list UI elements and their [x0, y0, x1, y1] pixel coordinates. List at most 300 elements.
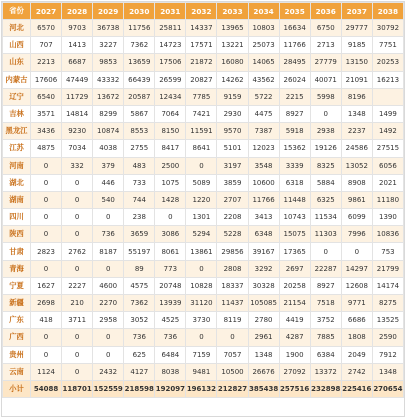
table-cell: 1492 — [372, 123, 403, 140]
table-cell: 21154 — [279, 295, 310, 312]
table-cell: 3571 — [31, 105, 62, 122]
table-cell: 7387 — [248, 123, 279, 140]
table-cell: 753 — [372, 243, 403, 260]
table-cell: 1808 — [341, 329, 372, 346]
table-cell: 6384 — [310, 346, 341, 363]
table-cell: 3227 — [93, 37, 124, 54]
table-cell: 6540 — [31, 88, 62, 105]
data-table-container — [1, 1, 405, 417]
table-cell: 2938 — [310, 123, 341, 140]
table-cell: 7421 — [186, 105, 217, 122]
table-cell: 8641 — [186, 140, 217, 157]
table-cell: 2697 — [279, 260, 310, 277]
table-cell: 625 — [124, 346, 155, 363]
table-cell: 11303 — [310, 226, 341, 243]
table-cell: 8927 — [279, 105, 310, 122]
table-cell: 2208 — [217, 209, 248, 226]
table-cell: 8196 — [341, 88, 372, 105]
table-cell: 0 — [93, 346, 124, 363]
table-cell: 6484 — [155, 346, 186, 363]
row-province-cell: 广西 — [3, 329, 31, 346]
row-province-cell: 黑龙江 — [3, 123, 31, 140]
table-cell: 13861 — [186, 243, 217, 260]
table-cell: 1499 — [372, 105, 403, 122]
table-cell: 12608 — [341, 277, 372, 294]
table-cell: 0 — [62, 174, 93, 191]
row-province-cell: 内蒙古 — [3, 71, 31, 88]
table-cell: 736 — [93, 226, 124, 243]
table-cell: 744 — [124, 191, 155, 208]
table-cell: 2930 — [217, 105, 248, 122]
table-cell: 14262 — [217, 71, 248, 88]
table-cell: 4475 — [248, 105, 279, 122]
header-year: 2028 — [62, 3, 93, 20]
table-cell: 5884 — [310, 174, 341, 191]
table-cell: 5089 — [186, 174, 217, 191]
table-cell: 0 — [31, 346, 62, 363]
table-cell: 11534 — [310, 209, 341, 226]
row-province-cell: 小计 — [3, 380, 31, 397]
table-cell: 40071 — [310, 71, 341, 88]
table-cell: 5101 — [217, 140, 248, 157]
table-cell: 6750 — [310, 20, 341, 37]
header-year: 2032 — [186, 3, 217, 20]
table-cell: 1900 — [279, 346, 310, 363]
table-cell: 238 — [124, 209, 155, 226]
table-cell: 18337 — [217, 277, 248, 294]
table-cell: 6056 — [372, 157, 403, 174]
table-cell: 5918 — [279, 123, 310, 140]
row-province-cell: 甘肃 — [3, 243, 31, 260]
header-year: 2038 — [372, 3, 403, 20]
table-cell: 0 — [31, 191, 62, 208]
table-cell: 0 — [310, 243, 341, 260]
table-row — [3, 88, 404, 105]
table-cell: 0 — [62, 260, 93, 277]
table-row — [3, 105, 404, 122]
table-cell: 2698 — [31, 295, 62, 312]
table-cell: 483 — [124, 157, 155, 174]
table-cell: 6570 — [31, 20, 62, 37]
table-cell: 6348 — [248, 226, 279, 243]
table-cell: 11766 — [248, 191, 279, 208]
header-year: 2033 — [217, 3, 248, 20]
header-year: 2036 — [310, 3, 341, 20]
table-cell: 0 — [186, 260, 217, 277]
table-cell: 13372 — [310, 363, 341, 380]
table-cell: 25811 — [155, 20, 186, 37]
table-cell: 3086 — [155, 226, 186, 243]
table-cell: 0 — [62, 346, 93, 363]
table-cell: 7362 — [124, 295, 155, 312]
row-province-cell: 云南 — [3, 363, 31, 380]
table-row — [3, 226, 404, 243]
table-cell: 22287 — [310, 260, 341, 277]
table-cell: 0 — [93, 209, 124, 226]
table-cell: 17571 — [186, 37, 217, 54]
table-row — [3, 329, 404, 346]
table-cell: 8927 — [310, 277, 341, 294]
table-cell: 225416 — [341, 380, 372, 397]
province-year-table — [2, 2, 404, 398]
row-province-cell: 吉林 — [3, 105, 31, 122]
table-cell: 9481 — [186, 363, 217, 380]
header-year: 2037 — [341, 3, 372, 20]
table-cell: 5867 — [124, 105, 155, 122]
table-cell: 3413 — [248, 209, 279, 226]
table-row — [3, 363, 404, 380]
table-cell: 2707 — [217, 191, 248, 208]
table-cell: 47449 — [62, 71, 93, 88]
table-cell: 4038 — [93, 140, 124, 157]
table-cell: 7751 — [372, 37, 403, 54]
table-cell: 26024 — [279, 71, 310, 88]
table-cell: 0 — [217, 329, 248, 346]
table-cell — [372, 88, 403, 105]
table-row — [3, 174, 404, 191]
table-cell: 0 — [31, 329, 62, 346]
table-cell: 4287 — [279, 329, 310, 346]
table-cell: 9853 — [93, 54, 124, 71]
table-cell: 14065 — [248, 54, 279, 71]
table-cell: 773 — [155, 260, 186, 277]
table-cell: 9159 — [217, 88, 248, 105]
table-cell: 218598 — [124, 380, 155, 397]
table-cell: 3548 — [248, 157, 279, 174]
row-province-cell: 湖北 — [3, 174, 31, 191]
row-province-cell: 河南 — [3, 157, 31, 174]
table-row — [3, 209, 404, 226]
table-cell: 418 — [31, 312, 62, 329]
table-cell: 1075 — [155, 174, 186, 191]
table-cell: 9570 — [217, 123, 248, 140]
table-cell: 0 — [155, 209, 186, 226]
table-cell: 8553 — [124, 123, 155, 140]
table-cell: 29777 — [341, 20, 372, 37]
table-row — [3, 191, 404, 208]
table-cell: 13659 — [124, 54, 155, 71]
table-cell: 1428 — [155, 191, 186, 208]
table-cell: 13939 — [155, 295, 186, 312]
table-cell: 10600 — [248, 174, 279, 191]
table-cell: 3752 — [310, 312, 341, 329]
table-row — [3, 260, 404, 277]
table-cell: 212827 — [217, 380, 248, 397]
table-cell: 14297 — [341, 260, 372, 277]
table-cell: 14337 — [186, 20, 217, 37]
table-cell: 9185 — [341, 37, 372, 54]
table-cell: 8150 — [155, 123, 186, 140]
table-cell: 27515 — [372, 140, 403, 157]
table-cell: 20827 — [186, 71, 217, 88]
table-cell: 2742 — [341, 363, 372, 380]
table-cell: 21799 — [372, 260, 403, 277]
table-cell: 8275 — [372, 295, 403, 312]
table-cell: 10743 — [279, 209, 310, 226]
table-cell: 0 — [62, 209, 93, 226]
table-cell: 9703 — [62, 20, 93, 37]
table-cell: 3711 — [62, 312, 93, 329]
table-cell: 0 — [186, 329, 217, 346]
header-year: 2027 — [31, 3, 62, 20]
header-year: 2030 — [124, 3, 155, 20]
table-cell: 7912 — [372, 346, 403, 363]
table-cell: 10836 — [372, 226, 403, 243]
table-body — [3, 20, 404, 398]
table-cell: 8908 — [341, 174, 372, 191]
table-cell: 446 — [93, 174, 124, 191]
table-cell: 4600 — [93, 277, 124, 294]
table-cell: 13221 — [217, 37, 248, 54]
table-cell: 26599 — [155, 71, 186, 88]
table-cell: 25073 — [248, 37, 279, 54]
table-cell: 11756 — [124, 20, 155, 37]
header-year: 2034 — [248, 3, 279, 20]
table-cell: 105085 — [248, 295, 279, 312]
table-cell: 118701 — [62, 380, 93, 397]
table-cell: 16213 — [372, 71, 403, 88]
table-cell: 3339 — [279, 157, 310, 174]
table-cell: 736 — [155, 329, 186, 346]
table-cell: 3052 — [124, 312, 155, 329]
row-province-cell: 青海 — [3, 260, 31, 277]
table-row — [3, 37, 404, 54]
table-cell: 0 — [93, 260, 124, 277]
table-cell: 11437 — [217, 295, 248, 312]
table-cell: 11729 — [62, 88, 93, 105]
table-cell: 21872 — [186, 54, 217, 71]
table-cell: 5228 — [217, 226, 248, 243]
table-cell: 15075 — [279, 226, 310, 243]
table-cell: 89 — [124, 260, 155, 277]
table-cell: 7785 — [186, 88, 217, 105]
table-cell: 8417 — [155, 140, 186, 157]
row-province-cell: 湖南 — [3, 191, 31, 208]
table-cell: 16634 — [279, 20, 310, 37]
table-cell: 0 — [62, 226, 93, 243]
table-cell: 17365 — [279, 243, 310, 260]
table-row — [3, 312, 404, 329]
table-cell: 9771 — [341, 295, 372, 312]
row-province-cell: 陕西 — [3, 226, 31, 243]
table-cell: 736 — [124, 329, 155, 346]
table-cell: 13525 — [372, 312, 403, 329]
table-cell: 6325 — [310, 191, 341, 208]
table-cell: 0 — [186, 157, 217, 174]
table-cell: 10828 — [186, 277, 217, 294]
table-cell: 6686 — [341, 312, 372, 329]
table-cell: 0 — [310, 105, 341, 122]
table-cell: 11448 — [279, 191, 310, 208]
table-cell: 3659 — [124, 226, 155, 243]
table-cell: 0 — [341, 243, 372, 260]
header-province: 省份 — [3, 3, 31, 20]
table-cell: 29856 — [217, 243, 248, 260]
table-cell: 4419 — [279, 312, 310, 329]
table-cell: 152559 — [93, 380, 124, 397]
table-cell: 8187 — [93, 243, 124, 260]
table-cell: 3730 — [186, 312, 217, 329]
table-cell: 385438 — [248, 380, 279, 397]
table-cell: 30792 — [372, 20, 403, 37]
table-cell: 9230 — [62, 123, 93, 140]
table-cell: 2270 — [93, 295, 124, 312]
table-row — [3, 243, 404, 260]
table-cell: 43562 — [248, 71, 279, 88]
table-cell: 0 — [62, 329, 93, 346]
table-cell: 20748 — [155, 277, 186, 294]
row-province-cell: 江苏 — [3, 140, 31, 157]
table-cell: 210 — [62, 295, 93, 312]
table-cell: 7362 — [124, 37, 155, 54]
table-cell: 16080 — [217, 54, 248, 71]
row-province-cell: 四川 — [3, 209, 31, 226]
table-row — [3, 277, 404, 294]
table-cell: 20253 — [372, 54, 403, 71]
table-cell: 2958 — [93, 312, 124, 329]
header-year: 2035 — [279, 3, 310, 20]
table-cell: 10874 — [93, 123, 124, 140]
table-cell: 7034 — [62, 140, 93, 157]
table-cell: 540 — [93, 191, 124, 208]
table-cell: 2500 — [155, 157, 186, 174]
table-cell: 4575 — [124, 277, 155, 294]
table-cell: 15362 — [279, 140, 310, 157]
row-province-cell: 宁夏 — [3, 277, 31, 294]
table-header-row — [3, 3, 404, 20]
table-cell: 66439 — [124, 71, 155, 88]
table-cell: 10803 — [248, 20, 279, 37]
table-cell: 2021 — [372, 174, 403, 191]
table-cell: 2823 — [31, 243, 62, 260]
table-cell: 4875 — [31, 140, 62, 157]
table-cell: 2590 — [372, 329, 403, 346]
table-cell: 332 — [62, 157, 93, 174]
table-cell: 4127 — [124, 363, 155, 380]
table-cell: 1220 — [186, 191, 217, 208]
table-cell: 5722 — [248, 88, 279, 105]
table-cell: 27092 — [279, 363, 310, 380]
table-cell: 2432 — [93, 363, 124, 380]
table-cell: 2215 — [279, 88, 310, 105]
table-cell: 3436 — [31, 123, 62, 140]
table-row — [3, 123, 404, 140]
table-cell: 28495 — [279, 54, 310, 71]
table-cell: 2762 — [62, 243, 93, 260]
row-province-cell: 辽宁 — [3, 88, 31, 105]
table-cell: 1348 — [372, 363, 403, 380]
table-cell: 17506 — [155, 54, 186, 71]
table-cell: 8119 — [217, 312, 248, 329]
table-cell: 2961 — [248, 329, 279, 346]
table-cell: 13052 — [341, 157, 372, 174]
table-cell: 6318 — [279, 174, 310, 191]
header-year: 2031 — [155, 3, 186, 20]
table-cell: 55197 — [124, 243, 155, 260]
table-cell: 31120 — [186, 295, 217, 312]
table-cell: 39167 — [248, 243, 279, 260]
table-cell: 1124 — [31, 363, 62, 380]
table-cell: 4525 — [155, 312, 186, 329]
table-cell: 2780 — [248, 312, 279, 329]
table-cell: 11180 — [372, 191, 403, 208]
table-cell: 13150 — [341, 54, 372, 71]
table-cell: 8325 — [310, 157, 341, 174]
table-row — [3, 54, 404, 71]
table-cell: 30328 — [248, 277, 279, 294]
table-row — [3, 295, 404, 312]
table-cell: 1348 — [248, 346, 279, 363]
table-cell: 7996 — [341, 226, 372, 243]
table-cell: 0 — [31, 174, 62, 191]
table-cell: 2049 — [341, 346, 372, 363]
table-total-row — [3, 380, 404, 397]
table-cell: 36738 — [93, 20, 124, 37]
table-cell: 13965 — [217, 20, 248, 37]
table-cell: 2808 — [217, 260, 248, 277]
table-row — [3, 157, 404, 174]
table-cell: 1390 — [372, 209, 403, 226]
table-cell: 1301 — [186, 209, 217, 226]
table-cell: 1348 — [341, 105, 372, 122]
table-cell: 3197 — [217, 157, 248, 174]
table-cell: 2213 — [31, 54, 62, 71]
table-cell: 1627 — [31, 277, 62, 294]
table-cell: 196132 — [186, 380, 217, 397]
table-cell: 232898 — [310, 380, 341, 397]
row-province-cell: 贵州 — [3, 346, 31, 363]
table-cell: 17606 — [31, 71, 62, 88]
table-cell: 12023 — [248, 140, 279, 157]
table-cell: 10500 — [217, 363, 248, 380]
table-cell: 5294 — [186, 226, 217, 243]
table-cell: 0 — [93, 329, 124, 346]
row-province-cell: 河北 — [3, 20, 31, 37]
table-cell: 0 — [31, 157, 62, 174]
table-cell: 1413 — [62, 37, 93, 54]
table-cell: 3292 — [248, 260, 279, 277]
table-cell: 270654 — [372, 380, 403, 397]
table-cell: 6099 — [341, 209, 372, 226]
table-cell: 14723 — [155, 37, 186, 54]
table-cell: 192097 — [155, 380, 186, 397]
table-cell: 7518 — [310, 295, 341, 312]
table-cell: 11766 — [279, 37, 310, 54]
row-province-cell: 山东 — [3, 54, 31, 71]
row-province-cell: 山西 — [3, 37, 31, 54]
table-row — [3, 140, 404, 157]
table-cell: 2227 — [62, 277, 93, 294]
table-cell: 7159 — [186, 346, 217, 363]
row-province-cell: 新疆 — [3, 295, 31, 312]
table-cell: 26676 — [248, 363, 279, 380]
table-cell: 2755 — [124, 140, 155, 157]
table-row — [3, 346, 404, 363]
table-cell: 8061 — [155, 243, 186, 260]
table-cell: 14174 — [372, 277, 403, 294]
header-year: 2029 — [93, 3, 124, 20]
table-cell: 379 — [93, 157, 124, 174]
table-cell: 20258 — [279, 277, 310, 294]
table-cell: 54088 — [31, 380, 62, 397]
table-cell: 0 — [31, 226, 62, 243]
table-cell: 733 — [124, 174, 155, 191]
table-cell: 43332 — [93, 71, 124, 88]
table-cell: 0 — [31, 260, 62, 277]
table-cell: 7057 — [217, 346, 248, 363]
table-cell: 7064 — [155, 105, 186, 122]
table-cell: 27779 — [310, 54, 341, 71]
